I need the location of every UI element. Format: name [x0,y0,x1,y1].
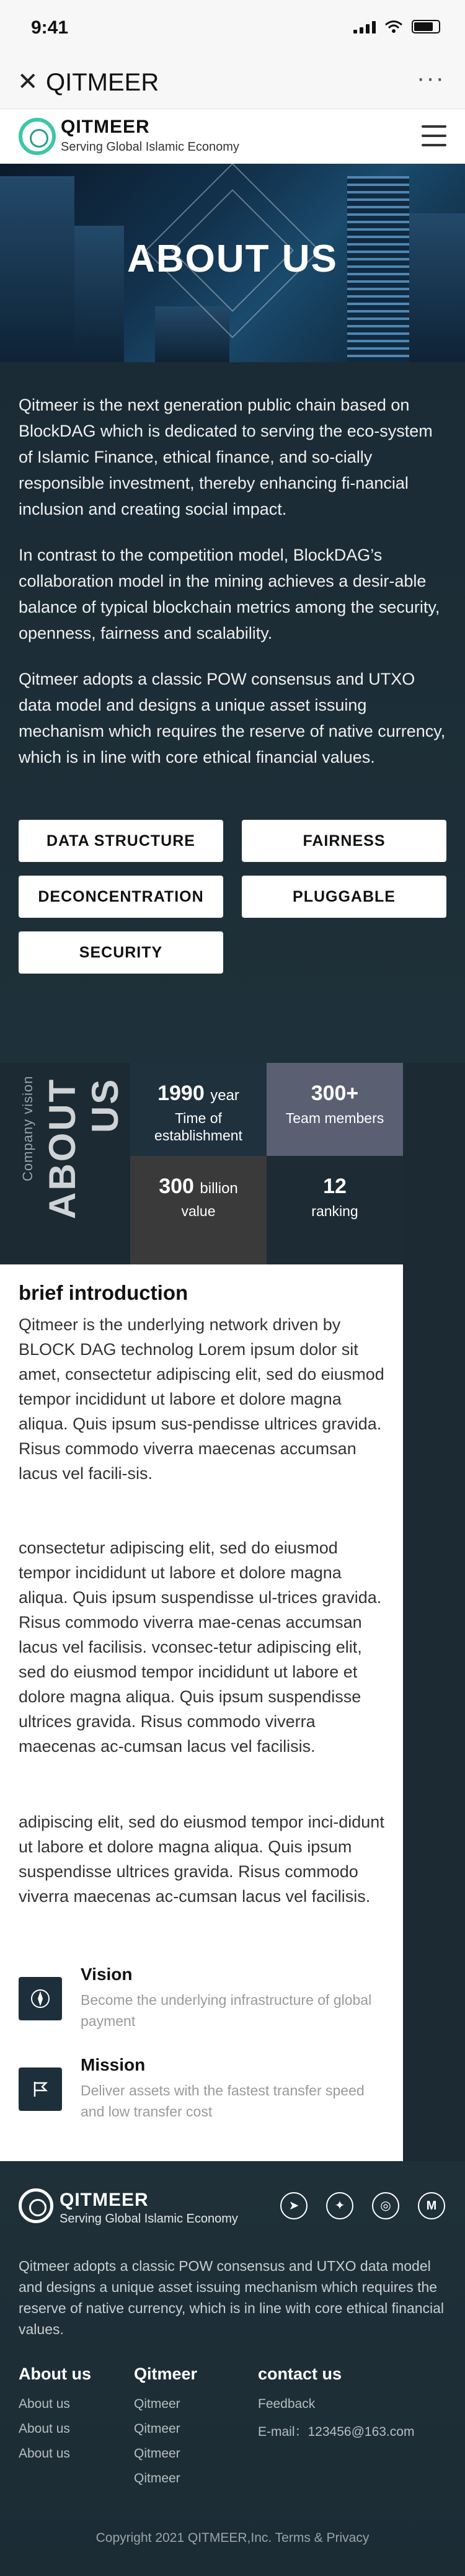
flag-icon [19,2067,62,2111]
twitter-icon[interactable]: ✦ [326,2192,353,2219]
footer-col-about-title: About us [19,2365,91,2383]
footer-link[interactable]: About us [19,2446,70,2461]
card-paragraph: adipiscing elit, sed do eiusmod tempor inci-didunt ut labore et dolore magna aliqua. Quis ipsum suspendisse ultrices gravida. Risus commodo viverra maecenas ac-cumsan lacus vel facilisis. [19,1813,384,1906]
footer-col-qitmeer-title: Qitmeer [134,2365,198,2383]
menu-icon[interactable] [422,125,446,146]
footer-link-feedback[interactable]: Feedback [258,2397,316,2411]
wifi-icon [384,20,403,33]
logo-icon[interactable] [19,118,56,155]
footer-link[interactable]: About us [19,2397,70,2411]
building-right-2 [409,213,465,362]
stat-label: Team members [285,1110,384,1126]
card-paragraph: Qitmeer is the underlying network driven by BLOCK DAG technolog Lorem ipsum dolor sit amet, consectetur adipiscing elit, sed do eiusmod tempor incididunt ut labore et dolore magna aliqua. Quis ipsum sus-pendisse ultrices gravida. Risus commodo viverra maecenas accumsan lacus vel facili-sis. [19,1315,384,1483]
title-bar [0,56,465,109]
compass-icon [19,1977,62,2020]
card-paragraph: consectetur adipiscing elit, sed do eiusmod tempor incididunt ut labore et dolore magna aliqua. Quis ipsum suspendisse ul-trices gravida. Risus commodo viverra mae-cenas accumsan lacus vel facilisis. vconsec-tetur adipiscing elit, sed do eiusmod tempor incididunt ut labore et dolore magna aliqua. Quis ipsum suspendisse ultrices gravida. Risus commodo viverra maecenas ac-cumsan lacus vel facilisis. [19,1539,382,1756]
telegram-icon[interactable]: ➤ [280,2192,308,2219]
footer-link[interactable]: Qitmeer [134,2446,180,2461]
footer-brand-name[interactable]: QITMEER [60,2190,149,2210]
intro-paragraph: Qitmeer is the next generation public chain based on BlockDAG which is dedicated to serving the eco-system of Islamic Finance, ethical finance, and so-cially responsible investment, thereby enhancing fi-nancial inclusion and creating social impact. [19,396,433,518]
stat-established [130,1063,267,1156]
stat-value: 300 billion [159,1175,238,1198]
brand-name[interactable]: QITMEER [61,117,150,137]
stat-value: 300+ [311,1081,359,1105]
footer-link[interactable]: Qitmeer [134,2422,180,2436]
stat-value: 1990 year [157,1081,239,1105]
footer-link[interactable]: About us [19,2422,70,2436]
status-bar [0,0,465,56]
stat-team [267,1063,403,1156]
signal-icon [353,20,376,33]
medium-icon[interactable]: M [418,2192,445,2219]
footer-description: Qitmeer adopts a classic POW consensus and UTXO data model and designs a unique asset issuing mechanism which requires the reserve of native currency, which is in line with core ethical financial values. [19,2258,445,2337]
vision-title: Vision [81,1965,133,1984]
status-icons [353,20,440,33]
mission-title: Mission [81,2055,146,2074]
footer-email[interactable]: E-mail：123456@163.com [258,2425,415,2439]
tag-fairness[interactable]: FAIRNESS [242,820,446,862]
about-us-vertical-title: ABOUT US [42,1078,126,1220]
stat-label: value [181,1203,216,1219]
mission-desc: Deliver assets with the fastest transfer speed and low transfer cost [81,2082,365,2120]
footer-col-contact-title: contact us [258,2365,342,2383]
footer-link[interactable]: Qitmeer [134,2397,180,2411]
stat-label: ranking [311,1203,358,1219]
close-icon[interactable]: ✕ [17,68,38,95]
title-bar-title: QITMEER [46,69,159,96]
tag-deconcentration[interactable]: DECONCENTRATION [19,876,223,918]
company-vision-label: Company vision [20,1075,35,1181]
tag-security[interactable]: SECURITY [19,931,223,974]
intro-section [0,362,465,1063]
hero-title: ABOUT US [127,238,338,280]
stat-label: Time of establishment [154,1110,242,1144]
brief-introduction-title: brief introduction [19,1281,188,1304]
status-time: 9:41 [31,17,69,38]
battery-icon [412,20,440,33]
stat-value: 12 [323,1175,347,1198]
footer [0,2161,465,2576]
about-vertical-label [16,1063,128,1295]
wechat-icon[interactable]: ◎ [372,2192,399,2219]
footer-logo-icon[interactable] [19,2188,53,2223]
intro-paragraph: In contrast to the competition model, BlockDAG’s collaboration model in the mining achieves a desir-able balance of typical blockchain metrics among the security, openness, fairness and scalability. [19,546,440,642]
intro-paragraph: Qitmeer adopts a classic POW consensus and UTXO data model and designs a unique asset issuing mechanism which requires the reserve of native currency, which is in line with core ethical financial values. [19,670,446,766]
footer-brand-tagline: Serving Global Islamic Economy [60,2212,238,2226]
more-icon[interactable]: ··· [417,64,445,92]
tag-data-structure[interactable]: DATA STRUCTURE [19,820,223,862]
vision-desc: Become the underlying infrastructure of global payment [81,1992,372,2029]
site-header [0,109,465,164]
footer-link[interactable]: Qitmeer [134,2471,180,2485]
hero-banner [0,164,465,362]
brand-tagline: Serving Global Islamic Economy [61,140,239,154]
copyright: Copyright 2021 QITMEER,Inc. Terms & Privacy [95,2531,370,2545]
tag-pluggable[interactable]: PLUGGABLE [242,876,446,918]
